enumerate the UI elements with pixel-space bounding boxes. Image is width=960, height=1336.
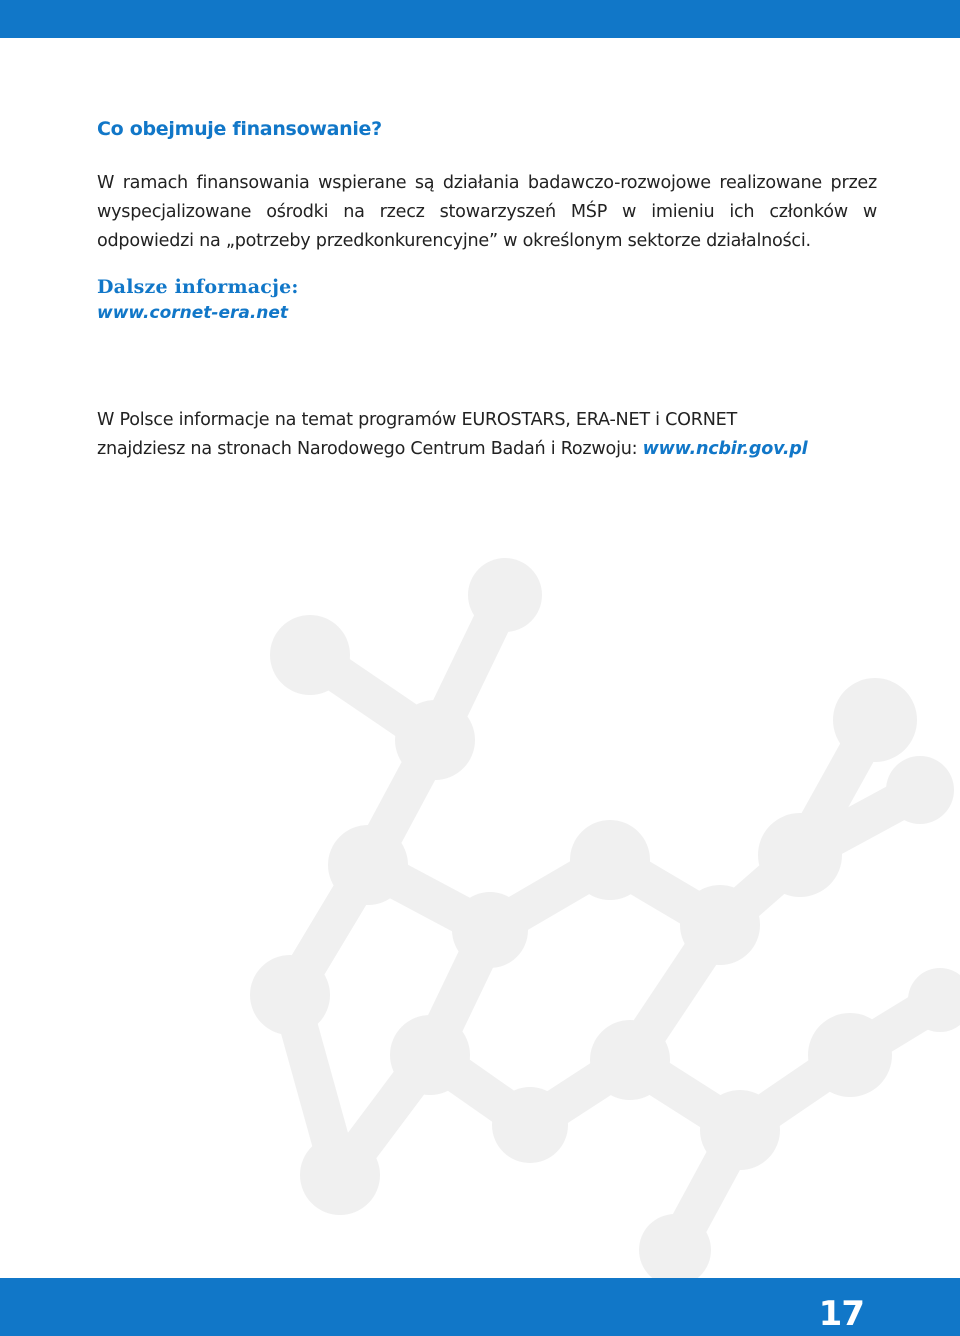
ncbir-link[interactable]: www.ncbir.gov.pl bbox=[642, 439, 808, 459]
poland-info-line2: znajdziesz na stronach Narodowego Centrum Badań i Rozwoju: bbox=[97, 439, 643, 459]
main-content bbox=[97, 115, 877, 464]
page-number: 17 bbox=[818, 1294, 864, 1334]
funding-description: W ramach finansowania wspierane są działania badawczo-rozwojowe realizowane przez wyspecjalizowane ośrodki na rzecz stowarzyszeń MŚP w imieniu ich członków w odpowiedzi na „potrzeby przedkonkurencyjne” w określonym sektorze działalności. bbox=[97, 173, 877, 251]
cornet-link[interactable]: www.cornet-era.net bbox=[97, 303, 289, 323]
info-heading: Dalsze informacje: bbox=[97, 276, 299, 298]
section-heading: Co obejmuje finansowanie? bbox=[97, 118, 382, 140]
poland-info-paragraph bbox=[97, 406, 877, 464]
bottom-banner bbox=[0, 1278, 960, 1336]
poland-info-line1: W Polsce informacje na temat programów EUROSTARS, ERA-NET i CORNET bbox=[97, 410, 738, 430]
